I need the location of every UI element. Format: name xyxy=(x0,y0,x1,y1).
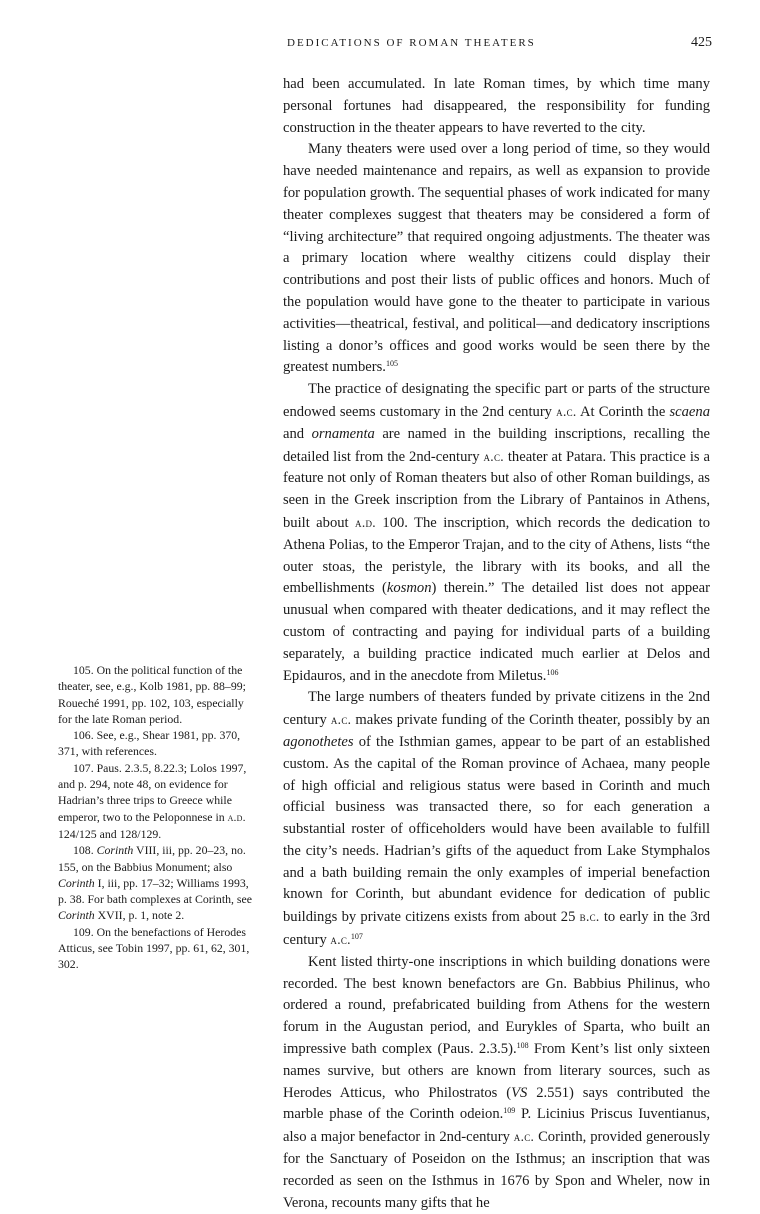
footnote-ref-108[interactable]: 108 xyxy=(516,1041,529,1051)
running-title: DEDICATIONS OF ROMAN THEATERS xyxy=(287,37,536,49)
footnotes-column xyxy=(58,662,260,973)
page-number: 425 xyxy=(691,35,712,50)
paragraph-1: had been accumulated. In late Roman times, by which time many personal fortunes had disappeared, the responsibility for funding construction in the theater appears to have reverted to the city. xyxy=(283,76,710,136)
footnote-ref-106[interactable]: 106 xyxy=(546,667,559,677)
footnote-ref-105[interactable]: 105 xyxy=(385,359,398,369)
footnote-108: 108. Corinth VIII, iii, pp. 20–23, no. 155, on the Babbius Monument; also Corinth I, iii, pp. 17–32; Williams 1993, p. 38. For bath complexes at Corinth, see Corinth XVII, p. 1, note 2. xyxy=(58,843,252,923)
paragraph-4: The large numbers of theaters funded by private citizens in the 2nd century a.c. makes private funding of the Corinth theater, possibly by an agonothetes of the Isthmian games, appear to be part of an established custom. As the capital of the Roman province of Achaea, many people of high official and religious status were based in Corinth and much official business was transacted there, so for each generation a substantial roster of officeholders would have been available to fulfill the city’s needs. Hadrian’s gifts of the aqueduct from Lake Stymphalos and a bath building remain the only examples of imperial benefaction known for Corinth, but abundant evidence for dedication of public buildings by private citizens exists from about 25 b.c. to early in the 3rd century a.c.$^{107}$ xyxy=(283,689,710,949)
footnote-ref-109[interactable]: 109 xyxy=(503,1106,516,1116)
running-head xyxy=(287,37,712,57)
footnote-107: 107. Paus. 2.3.5, 8.22.3; Lolos 1997, and p. 294, note 48, on evidence for Hadrian’s three trips to Greece while emperor, two to the Peloponnese in a.d. 124/125 and 128/129. xyxy=(58,760,247,841)
footnote-109: 109. On the benefactions of Herodes Atticus, see Tobin 1997, pp. 61, 62, 301, 302. xyxy=(58,924,250,972)
footnote-106: 106. See, e.g., Shear 1981, pp. 370, 371, with references. xyxy=(58,728,241,759)
footnote-105: 105. On the political function of the theater, see, e.g., Kolb 1981, pp. 88–99; Roueché 1991, pp. 102, 103, especially for the late Roman period. xyxy=(58,663,246,726)
paragraph-5: Kent listed thirty-one inscriptions in which building donations were recorded. The best known benefactors are Gn. Babbius Philinus, who ordered a round, prefabricated building from Athens for the western forum in the Augustan period, and Eurykles of Sparta, who built an impressive bath complex (Paus. 2.3.5).$^{108}$ From Kent’s list only sixteen names survive, but others are known from literary sources, such as Herodes Atticus, who Philostratos (VS 2.551) says contributed the marble phase of the Corinth odeion.$^{109}$ P. Licinius Priscus Iuventianus, also a major benefactor in 2nd-century a.c. Corinth, provided generously for the Sanctuary of Poseidon on the Isthmus; an inscription that was recorded as seen on the Isthmus in 1676 by Spon and Wheler, now in Verona, recounts many gifts that he xyxy=(283,953,711,1211)
paragraph-3: The practice of designating the specific part or parts of the structure endowed seems customary in the 2nd century a.c. At Corinth the scaena and ornamenta are named in the building inscriptions, recalling the detailed list from the 2nd-century a.c. theater at Patara. This practice is a feature not only of Roman theaters but also of other Roman buildings, as seen in the Greek inscription from the Library of Pantainos in Athens, built about a.d. 100. The inscription, which records the dedication to Athena Polias, to the Emperor Trajan, and to the city of Athens, lists “the outer stoas, the peristyle, the library with its books, and all the embellishments (kosmon) therein.” The detailed list does not appear unusual when compared with theater dedications, and it may reflect the custom of contracting and paying for individual parts of a building separately, a building practice indicated much earlier at Delos and Epidauros, and in the anecdote from Miletus.$^{106}$ xyxy=(283,381,710,684)
paragraph-2: Many theaters were used over a long period of time, so they would have needed maintenance and repairs, as well as expansion to provide for population growth. The sequential phases of work indicated for many theater complexes suggest that theaters may be considered a form of “living architecture” that required ongoing adjustments. The theater was a primary location where wealthy citizens could display their contributions and post their lists of public offices and honors. Much of the population would have gone to the theater to participate in various activities—theatrical, festival, and political—and dedicatory inscriptions listing a donor’s offices and good works would be seen there by the greatest numbers.$^{105}$ xyxy=(283,141,710,376)
main-text-column xyxy=(283,74,710,1214)
footnote-ref-107[interactable]: 107 xyxy=(350,932,363,942)
